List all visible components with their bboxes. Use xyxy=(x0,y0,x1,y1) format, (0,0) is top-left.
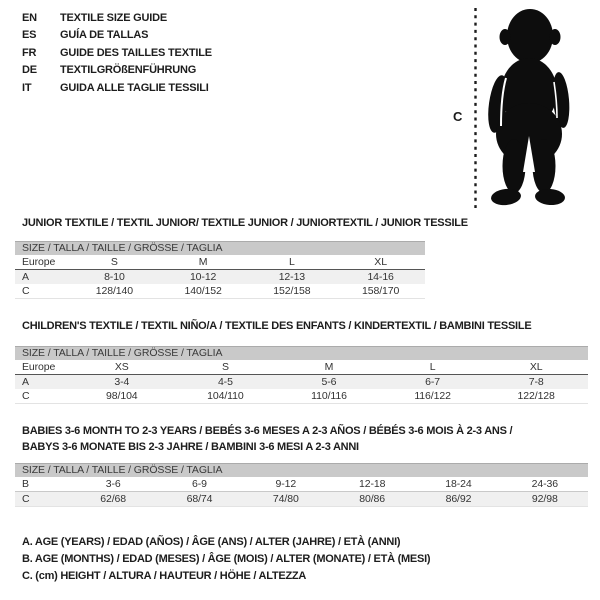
height-cell: 110/116 xyxy=(311,390,347,402)
language-code: FR xyxy=(22,46,37,59)
months-cell: 24-36 xyxy=(531,478,558,490)
language-label: TEXTILE SIZE GUIDE xyxy=(60,11,168,24)
table-row-height xyxy=(15,492,588,507)
table-row-europe xyxy=(15,360,588,375)
language-row-en xyxy=(22,9,212,27)
row-label: A xyxy=(22,376,29,388)
language-row-it xyxy=(22,79,212,97)
language-code: ES xyxy=(22,29,37,42)
language-row-de xyxy=(22,62,212,80)
height-cell: 122/128 xyxy=(517,390,555,402)
height-cell: 128/140 xyxy=(95,285,133,297)
language-row-fr xyxy=(22,44,212,62)
months-cell: 3-6 xyxy=(105,478,121,490)
language-list xyxy=(22,9,212,97)
height-cell: 140/152 xyxy=(184,285,222,297)
baby-height-figure xyxy=(440,0,600,215)
size-cell: M xyxy=(324,361,334,373)
row-label: Europe xyxy=(22,256,56,268)
height-cell: 98/104 xyxy=(106,390,138,402)
table-row-age xyxy=(15,375,588,389)
age-cell: 12-13 xyxy=(278,271,306,283)
table-row-height xyxy=(15,284,425,299)
note-height-cm: C. (cm) HEIGHT / ALTURA / HAUTEUR / HÖHE / ALTEZZA xyxy=(22,570,307,582)
babies-title-line1: BABIES 3-6 MONTH TO 2-3 YEARS / BEBÉS 3-6 MESES A 2-3 AÑOS / BÉBÉS 3-6 MOIS À 2-3 ANS / xyxy=(22,425,513,437)
table-header: SIZE / TALLA / TAILLE / GRÖSSE / TAGLIA xyxy=(15,241,425,255)
size-cell: L xyxy=(429,361,436,373)
note-age-months: B. AGE (MONTHS) / EDAD (MESES) / ÂGE (MOIS) / ALTER (MONATE) / ETÀ (MESI) xyxy=(22,553,431,565)
babies-size-table xyxy=(15,463,588,507)
row-label: A xyxy=(22,271,29,283)
children-section-title: CHILDREN'S TEXTILE / TEXTIL NIÑO/A / TEXTILE DES ENFANTS / KINDERTEXTIL / BAMBINI TESSILE xyxy=(22,320,532,332)
language-label: GUIDA ALLE TAGLIE TESSILI xyxy=(60,81,209,94)
age-cell: 6-7 xyxy=(425,376,441,388)
size-cell: S xyxy=(221,361,229,373)
row-label: B xyxy=(22,478,29,490)
height-cell: 104/110 xyxy=(207,390,244,402)
note-age-years: A. AGE (YEARS) / EDAD (AÑOS) / ÂGE (ANS) / ALTER (JAHRE) / ETÀ (ANNI) xyxy=(22,536,401,548)
children-size-table xyxy=(15,346,588,404)
height-cell: 158/170 xyxy=(361,285,400,297)
months-cell: 9-12 xyxy=(275,478,297,490)
height-cell: 74/80 xyxy=(272,493,299,505)
size-cell: XS xyxy=(114,361,129,373)
size-cell: XL xyxy=(374,256,387,268)
height-cell: 80/86 xyxy=(359,493,386,505)
height-cell: 92/98 xyxy=(531,493,558,505)
baby-silhouette-icon xyxy=(485,9,571,207)
table-header: SIZE / TALLA / TAILLE / GRÖSSE / TAGLIA xyxy=(15,346,588,360)
table-row-europe xyxy=(15,255,425,270)
size-cell: XL xyxy=(529,361,543,373)
table-row-months xyxy=(15,477,588,492)
babies-section-title xyxy=(22,424,512,455)
age-cell: 7-8 xyxy=(528,376,544,388)
age-cell: 10-12 xyxy=(189,271,217,283)
row-label: C xyxy=(22,493,30,505)
height-c-label: C xyxy=(453,109,463,124)
size-cell: M xyxy=(198,256,208,268)
table-row-age xyxy=(15,270,425,284)
legend-notes xyxy=(22,534,430,585)
age-cell: 3-4 xyxy=(114,376,130,388)
language-row-es xyxy=(22,27,212,45)
age-cell: 8-10 xyxy=(104,271,125,283)
row-label: Europe xyxy=(22,361,56,373)
language-label: GUIDE DES TAILLES TEXTILE xyxy=(60,46,212,59)
row-label: C xyxy=(22,390,30,402)
months-cell: 18-24 xyxy=(445,478,472,490)
language-label: TEXTILGRÖßENFÜHRUNG xyxy=(60,64,197,77)
junior-size-table xyxy=(15,241,425,299)
table-row-height xyxy=(15,389,588,404)
junior-section-title: JUNIOR TEXTILE / TEXTIL JUNIOR/ TEXTILE JUNIOR / JUNIORTEXTIL / JUNIOR TESSILE xyxy=(22,217,468,229)
language-code: IT xyxy=(22,81,32,94)
size-cell: S xyxy=(110,256,118,268)
height-cell: 68/74 xyxy=(186,493,213,505)
size-cell: L xyxy=(289,256,295,268)
language-code: DE xyxy=(22,64,37,77)
language-label: GUÍA DE TALLAS xyxy=(60,29,149,42)
months-cell: 12-18 xyxy=(358,478,386,490)
age-cell: 4-5 xyxy=(217,376,233,388)
months-cell: 6-9 xyxy=(192,478,207,490)
babies-title-line2: BABYS 3-6 MONATE BIS 2-3 JAHRE / BAMBINI 3-6 MESI A 2-3 ANNI xyxy=(22,440,359,453)
height-cell: 116/122 xyxy=(414,390,451,402)
age-cell: 14-16 xyxy=(367,271,394,283)
age-cell: 5-6 xyxy=(321,376,337,388)
language-code: EN xyxy=(22,11,37,24)
table-header: SIZE / TALLA / TAILLE / GRÖSSE / TAGLIA xyxy=(15,463,588,477)
height-cell: 62/68 xyxy=(100,493,127,505)
height-cell: 152/158 xyxy=(273,285,311,297)
row-label: C xyxy=(22,285,30,297)
height-cell: 86/92 xyxy=(445,493,472,505)
